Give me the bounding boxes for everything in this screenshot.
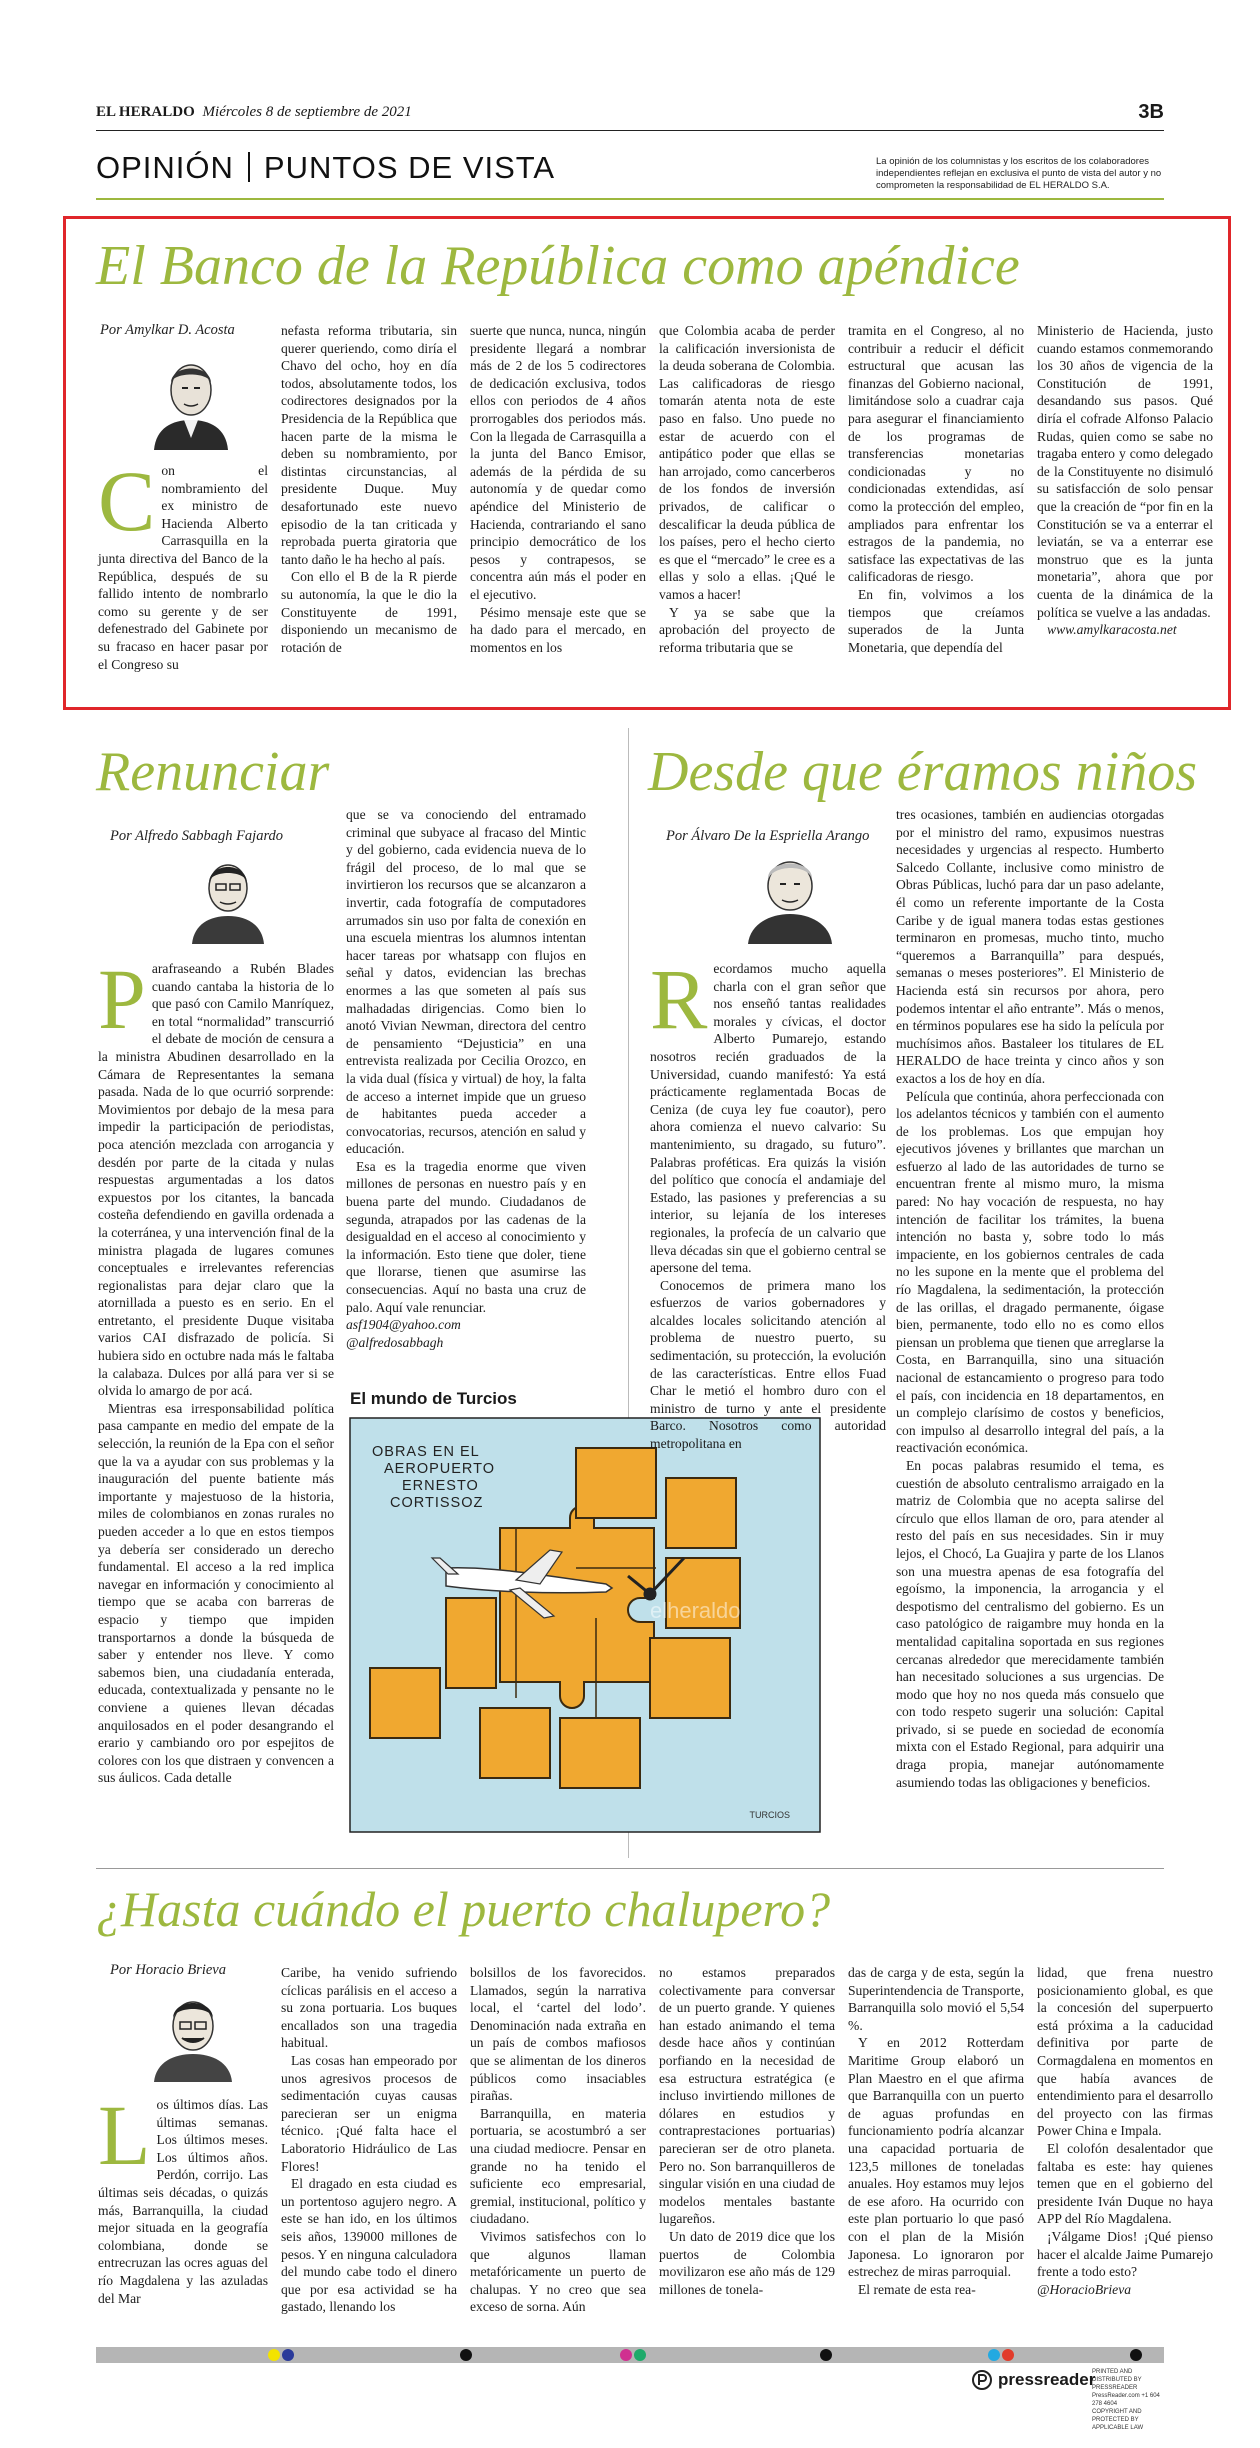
caption-line: AEROPUERTO [384, 1461, 495, 1477]
article1-text-5: tramita en el Congreso, al no contribuir a reducir el déficit estructural que acusan las finanzas del Gobierno nacional, limitándose solo a cuadrar caja para asegurar el financiamiento de los programas de transferencias monetarias condicionadas y no condicionadas extendidas, así como la protección del empleo, ampliados para enfrentar los estragos de la pandemia, no satisface las expectativas de las calificadoras de riesgo. [848, 323, 1024, 585]
article4-col4 [659, 1964, 835, 2338]
article4-headline: ¿Hasta cuándo el puerto chalupero? [96, 1881, 831, 1937]
article2-text-1: arafraseando a Rubén Blades cuando cantaba la historia de lo que pasó con Camilo Manríquez, en total “normalidad” transcurrió el debate de moción de censura a la ministra Abudinen desarrollado en la Cámara de Representantes la semana pasada. Nada de lo que ocurrió sorprende: Movimientos por debajo de la mesa para impedir la participación de periodistas, poca atención mezclada con arrogancia y desdén por parte de la citada y nulas respuestas argumentadas a los datos expuestos por los citantes, la bancada costeña defendiendo en gavilla ordenada a la coterránea, y una intervención final de la ministra plagada de lugares comunes conceptuales e irrelevantes referencias regionalistas para dejar claro que la atornillada a puesto es en serio. En el entretanto, el presidente Duque visitaba varios CAI disfrazado de policía. Si hubiera sido en octubre nada más le faltaba la calabaza. Dulces por allá para ver si se olvida lo amargo de por acá. [98, 961, 334, 1399]
article1-signature: www.amylkaracosta.net [1047, 622, 1177, 638]
author-portrait [186, 848, 270, 944]
section-divider [96, 1868, 1164, 1869]
article1-dropcap: C [98, 453, 156, 549]
article4-dropcap: L [98, 2087, 151, 2183]
article1-text-3: suerte que nunca, nunca, ningún presidente llegará a nombrar más de 2 de los 5 codirectores de dedicación exclusiva, todos ellos con periodos de 4 años prorrogables dos periodos más. Con la llegada de Carrasquilla a la junta del Banco Emisor, además de la pérdida de su autonomía y de quedar como apéndice del Ministerio de Hacienda, contrariando el sano principio democrático de los pesos y contrapesos, se concentra aún más el poder en el ejecutivo. [470, 323, 646, 602]
article2-byline: Por Alfredo Sabbagh Fajardo [110, 828, 284, 844]
article4-text-3c: Vivimos satisfechos con lo que algunos llaman metafóricamente un puerto de chalupas. Y no creo que sea exceso de sorna. Aún [470, 2228, 646, 2315]
article2-text-2b: Esa es la tragedia enorme que viven millones de personas en nuestro país y en buena parte del mundo. Ciudadanos de segunda, atrapados por las cadenas de la desigualdad en el acceso al conocimiento y la información. Esto tiene que doler, tiene que llorarse, tienen que asumirse las consecuencias. Aquí no basta una cruz de palo. Aquí vale renunciar. [346, 1158, 586, 1315]
section-right: PUNTOS DE VISTA [263, 150, 556, 185]
cartoon-watermark: elheraldo [650, 1598, 741, 1623]
article1-headline: El Banco de la República como apéndice [96, 235, 1020, 297]
article4-text-5b: Y en 2012 Rotterdam Maritime Group elaboró un Plan Maestro en el que afirma que Barranquilla con un puerto de aguas profundas en funcionamiento podría alcanzar una capacidad portuaria de 123,5 millones de toneladas anuales. Hoy estamos muy lejos de ese aforo. Ha ocurrido con este plan portuario lo que pasó con el plan de la Misión Japonesa. Lo ignoraron por estrechez de miras parroquial. [848, 2035, 1024, 2280]
article1-col4 [659, 322, 835, 706]
caption-line: CORTISSOZ [390, 1495, 484, 1511]
pressreader-fineprint [1092, 2368, 1168, 2432]
fineprint-line: PRINTED AND DISTRIBUTED BY PRESSREADER [1092, 2369, 1142, 2391]
article3-headline: Desde que éramos niños [648, 741, 1198, 803]
cartoon-title: El mundo de Turcios [350, 1389, 517, 1408]
article3-dropcap: R [650, 951, 708, 1047]
author-portrait [744, 846, 836, 944]
article2-col2 [346, 806, 586, 1366]
article4-text-6: lidad, que frena nuestro posicionamiento global, es que la concesión del superpuerto está próxima a la caducidad definitiva por parte de Cormagdalena en momentos en que había avances de entendimiento para el desarrollo del proyecto con las firmas Power China e Impala. [1037, 1965, 1213, 2139]
article4-col1 [98, 2087, 268, 2336]
article4-col6 [1037, 1964, 1213, 2338]
fineprint-line: COPYRIGHT AND PROTECTED BY APPLICABLE LAW [1092, 2409, 1144, 2431]
article3-col1 [650, 951, 886, 1452]
article4-signature: @HoracioBrieva [1037, 2281, 1132, 2297]
article1-col3 [470, 322, 646, 706]
article4-text-2c: El dragado en esta ciudad es un portentoso agujero negro. A este se han ido, en los últimos seis años, 139000 millones de pesos. Y en ninguna calculadora del mundo cabe todo el dinero que por esa actividad se ha gastado, llenando los [281, 2176, 457, 2315]
article1-byline: Por Amylkar D. Acosta [100, 322, 235, 338]
article4-text-6c: ¡Válgame Dios! ¡Qué pienso hacer el alcalde Jaime Pumarejo frente a todo esto? [1037, 2228, 1213, 2280]
article4-col3 [470, 1964, 646, 2338]
article3-byline: Por Álvaro De la Espriella Arango [666, 828, 870, 844]
pressreader-brand: pressreader [998, 2370, 1096, 2389]
article2-handle: @alfredosabbagh [346, 1334, 444, 1350]
article4-byline: Por Horacio Brieva [110, 1962, 226, 1978]
caption-line: ERNESTO [402, 1478, 479, 1494]
article1-col6 [1037, 322, 1213, 706]
section-title [96, 150, 555, 186]
article3-col2 [896, 806, 1164, 1850]
article4-text-5: das de carga y de esta, según la Superintendencia de Transporte, Barranquilla solo movió el 5,54 %. [848, 1965, 1024, 2033]
paper-name: EL HERALDO [96, 104, 195, 120]
article1-text-4b: Y ya se sabe que la aprobación del proyecto de reforma tributaria que se [659, 604, 835, 655]
article4-text-5c: El remate de esta rea- [858, 2281, 976, 2297]
section-rule [96, 198, 1164, 200]
article1-col1 [98, 453, 268, 702]
masthead-rule [96, 130, 1164, 131]
article3-text-1: ecordamos mucho aquella charla con el gran señor que nos enseñó tantas realidades morales y cívicas, el doctor Alberto Pumarejo, estando nosotros recién graduados de la Universidad, cuando manifestó: Ya está prácticamente reglamentada Bocas de Ceniza (de cuya ley fue coautor), pero ahora comienza el nuevo calvario: Su mantenimiento, su dragado, su futuro”. Palabras proféticas. Era quizás la visión del político que conocía el andamiaje del Estado, las pasiones y preferencias a su interior, su lejanía de los intereses regionales, la profecía de un calvario que lleva décadas sin que el gobierno central se apersone del tema. [650, 961, 886, 1276]
article4-col5 [848, 1964, 1024, 2338]
article4-text-2b: Las cosas han empeorado por unos agresivos procesos de sedimentación cuyas causas parecieran ser un enigma técnico. ¡Qué falta hace el Laboratorio Hidráulico de Las Flores! [281, 2052, 457, 2174]
article3-text-2c: En pocas palabras resumido el tema, es cuestión de absoluto centralismo arraigado en la matriz de Colombia que no acepta salirse del círculo que ellos llaman de oro, para atender al resto del país en sus necesidades. Sin ir muy lejos, el Chocó, La Guajira y parte de los Llanos son una muestra apenas de esa fotografía del egoísmo, la imponencia, la arrogancia y el despotismo del centralismo del gobierno. Es un caso patológico de raigambre muy honda en la mentalidad capitalina soportada en sus regiones cercanas alrededor que merecidamente también han necesitado soluciones a sus urgencias. De modo que hoy no nos queda más consuelo que con todo respeto sugerir una solución: Capital privado, si se puede en sociedad de economía mixta con el Estado Regional, para adquirir una draga propia, manejar autónomamente asumiendo todas las obligaciones y beneficios. [896, 1457, 1164, 1790]
article4-text-1: os últimos días. Las últimas semanas. Los últimos meses. Los últimos años. Perdón, corrijo. Las últimas seis décadas, o quizás más, Barranquilla, la ciudad mejor situada en la geografía colombiana, donde se entrecruzan las ocres aguas del río Magdalena y las azuladas del Mar [98, 2097, 268, 2306]
article1-col2 [281, 322, 457, 706]
article2-col1 [98, 951, 334, 1850]
pressreader-icon [972, 2370, 992, 2390]
author-portrait [150, 1986, 236, 2082]
article1-text-5b: En fin, volvimos a los tiempos que creíamos superados de la Junta Monetaria, que dependía del [848, 586, 1024, 655]
article3-text-2: tres ocasiones, también en audiencias otorgadas por el ministro del ramo, expusimos nuestras necesidades y urgencias al respecto. Humberto Salcedo Collante, inclusive como ministro de Obras Públicas, luchó para dar un paso adelante, él como un referente importante de la Costa Caribe y de igual manera todas estas gestiones terminaron en promesas, mucho tinto, mucho “queremos a Barranquilla” para después, semanas o meses posteriores”. El Ministerio de Hacienda está sin recursos por ahora, pero podemos intentar el año entrante”. Más o menos, en términos populares ese ha sido la película por muchísimos años. Bastaleer los titulares de EL HERALDO de hace treinta y cinco años y son exactos a los de hoy en día. [896, 807, 1164, 1086]
article1-text-4: que Colombia acaba de perder la calificación inversionista de la deuda soberana de Colombia. Las calificadoras de riesgo tomarán atenta nota de este paso en falso. Uno puede no estar de acuerdo con el antipático poder que ellas se han arrojado, como cancerberos de los fondos de inversión privados, de calificar o descalificar la deuda pública de los países, pero el hecho cierto es que el “mercado” le cree es a ellas y solo a ellas. ¡Qué le vamos a hacer! [659, 323, 835, 602]
article3-text-2b: Película que continúa, ahora perfeccionada con los adelantos técnicos y también con el aumento de los problemas. Los que empujan hoy ejecutivos jóvenes y brillantes que marchan un esfuerzo al lado de las autoridades de turno se encuentran frente al mismo muro, la misma pared: No hay vocación de respuesta, no hay intención de facilitar los trámites, la buena intención no basta y, sobre todo lo más impaciente, en los gobiernos centrales de cada no les supone en la mente que el problema del río Magdalena, la sedimentación, la protección de las orillas, el dragado permanente, óigase bien, permanente, todo ello no es como ellos piensan un problema que tienen que arreglarse la Costa, en Barranquilla, sino una situación nacional de estancamiento o progreso para todo el país, con incidencia en 18 departamentos, en un complejo clarísimo de costos y beneficios, con impulso al desarrollo integral del país, a la reactivación económica. [896, 1088, 1164, 1456]
issue-date: Miércoles 8 de septiembre de 2021 [202, 104, 412, 120]
disclaimer: La opinión de los columnistas y los escritos de los colaboradores independientes reflejan en exclusiva el punto de vista del autor y no comprometen la responsabilidad de EL HERALDO S.A. [876, 156, 1162, 191]
section-left: OPINIÓN [96, 150, 234, 185]
article2-headline: Renunciar [96, 741, 330, 803]
article2-email: asf1904@yahoo.com [346, 1317, 461, 1333]
author-portrait [146, 346, 236, 450]
article4-text-3b: Barranquilla, en materia portuaria, se acostumbró a ser una ciudad mediocre. Pensar en grande no ha tenido el suficiente eco empresarial, gremial, institucional, político y ciudadano. [470, 2105, 646, 2227]
article3-text-1b: Conocemos de primera mano los esfuerzos de varios gobernadores y alcaldes locales solicitando atención al problema de nuestro puerto, su sedimentación, su protección, la evolución de las características. Entre ellos Fuad Char le metió el hombro duro con el ministro de turno y ante el presidente Barco. Nosotros como autoridad metropolitana en [650, 1277, 886, 1452]
cartoon-caption [372, 1444, 495, 1512]
article4-text-3: bolsillos de los favorecidos. Llamados, según la narrativa local, el ‘cartel del lodo’. Denominación nada extraña en un país de combos mafiosos que se alimentan de los dineros públicos como insaciables pirañas. [470, 1965, 646, 2104]
cartoon-signature: TURCIOS [749, 1810, 790, 1820]
article2-dropcap: P [98, 951, 146, 1047]
article1-text-3b: Pésimo mensaje este que se ha dado para el mercado, en momentos en los [470, 604, 646, 655]
article1-text-2: nefasta reforma tributaria, sin querer queriendo, como diría el Chavo del ocho, hoy en día todos, absolutamente todos, los codirectores designados por la Presidencia de la República que hacen parte de la misma le deben su nombramiento, por distintas circunstancias, al presidente Duque. Muy desafortunado este nuevo episodio de la tan criticada y reprobada puerta giratoria que tanto daño le ha hecho al país. [281, 323, 457, 567]
article1-col5 [848, 322, 1024, 706]
article4-text-4b: Un dato de 2019 dice que los puertos de Colombia movilizaron ese año más de 129 millones de tonela- [659, 2228, 835, 2297]
fineprint-line: PressReader.com +1 604 278 4604 [1092, 2393, 1160, 2407]
article4-text-2: Caribe, ha venido sufriendo cíclicas parálisis en el acceso a su zona portuaria. Los buques encallados son una tragedia habitual. [281, 1965, 457, 2051]
article2-text-1b: Mientras esa irresponsabilidad política pasa campante en medio del empate de la selección, la reunión de la Epa con el señor que la va a ayudar con sus problemas y la inauguración del puente batiente más importante y majestuoso de la historia, miles de colombianos en zonas rurales no pueden acceder a lo que en estos tiempos ya debería ser considerado un derecho fundamental. El acceso a la red implica navegar en información y conocimiento al tiempo que se acaba con barreras de espacio y tiempo que impiden transportarnos a donde la búsqueda de saber y entender nos lleve. Y como sabemos bien, una ciudadanía enterada, educada, contextualizada y pensante no le conviene a quienes llevan décadas anquilosados en el poder desangrando el erario y cambiando oro por espejitos de colores con los que distraen y convencen a sus áulicos. Cada detalle [98, 1400, 334, 1786]
article2-text-2: que se va conociendo del entramado criminal que subyace al fracaso del Mintic y del gobierno, cada evidencia nueva de lo frágil del proceso, de lo mal que se invirtieron los recursos que se alcanzaron a invertir, cada fotografía de computadores arrumados sin uso por falta de conexión en una escuela mientras los alumnos intentan hacer tareas por whatsapp con flujos en señal y datos, evidencian las brechas enormes a las que someten al país sus malhadadas dirigencias. Como bien lo anotó Vivian Newman, directora del centro de pensamiento “Dejusticia” en una entrevista realizada por Cecilia Orozco, en la vida dual (física y virtual) de hoy, la falta de acceso a internet impide que un grueso de habitantes pueda acceder a convocatorias, recursos, atención en salud y educación. [346, 807, 586, 1157]
article4-text-6b: El colofón desalentador que faltaba es este: hay quienes temen que en el gobierno del presidente Iván Duque no haya APP del Río Magdalena. [1037, 2140, 1213, 2227]
page-number: 3B [1138, 101, 1164, 123]
registration-marks [96, 2348, 1164, 2362]
caption-line: OBRAS EN EL [372, 1444, 480, 1460]
pressreader-logo [972, 2370, 1095, 2390]
article4-col2 [281, 1964, 457, 2338]
article4-text-4: no estamos preparados colectivamente para conversar de un puerto grande. Y quienes han estado animando el tema desde hace años y continúan porfiando en la necesidad de esa estructura estratégica (e incluso invirtiendo millones de dólares en estudios y contraprestaciones portuarias) parecieran ser de otro planeta. Pero no. Son barranquilleros de singular visión en una ciudad de modelos mentales bastante lugareños. [659, 1965, 835, 2227]
masthead [96, 101, 1164, 130]
article1-text-1: on el nombramiento del ex ministro de Hacienda Alberto Carrasquilla en la junta directiva del Banco de la República, después de su fallido intento de nombrarlo como su gerente y de ser defenestrado del Gabinete por su fracaso en hacer pasar por el Congreso su [98, 463, 268, 672]
article1-text-6: Ministerio de Hacienda, justo cuando estamos conmemorando los 30 años de vigencia de la Constitución de 1991, desandando sus pasos. Qué diría el cofrade Alfonso Palacio Rudas, quien como se sabe no tragaba entero y como delegado de la Constituyente no disimuló su satisfacción de solo pensar que la creación de “por fin en la Constitución se va a enterrar el leviatán, se va a enterrar ese monstruo que es la junta monetaria”, ahora que por cuenta de la dinámica de la política se vuelve a las andadas. [1037, 323, 1213, 620]
article1-text-2b: Con ello el B de la R pierde su autonomía, la que le dio la Constituyente de 1991, disponiendo un mecanismo de rotación de [281, 569, 457, 655]
